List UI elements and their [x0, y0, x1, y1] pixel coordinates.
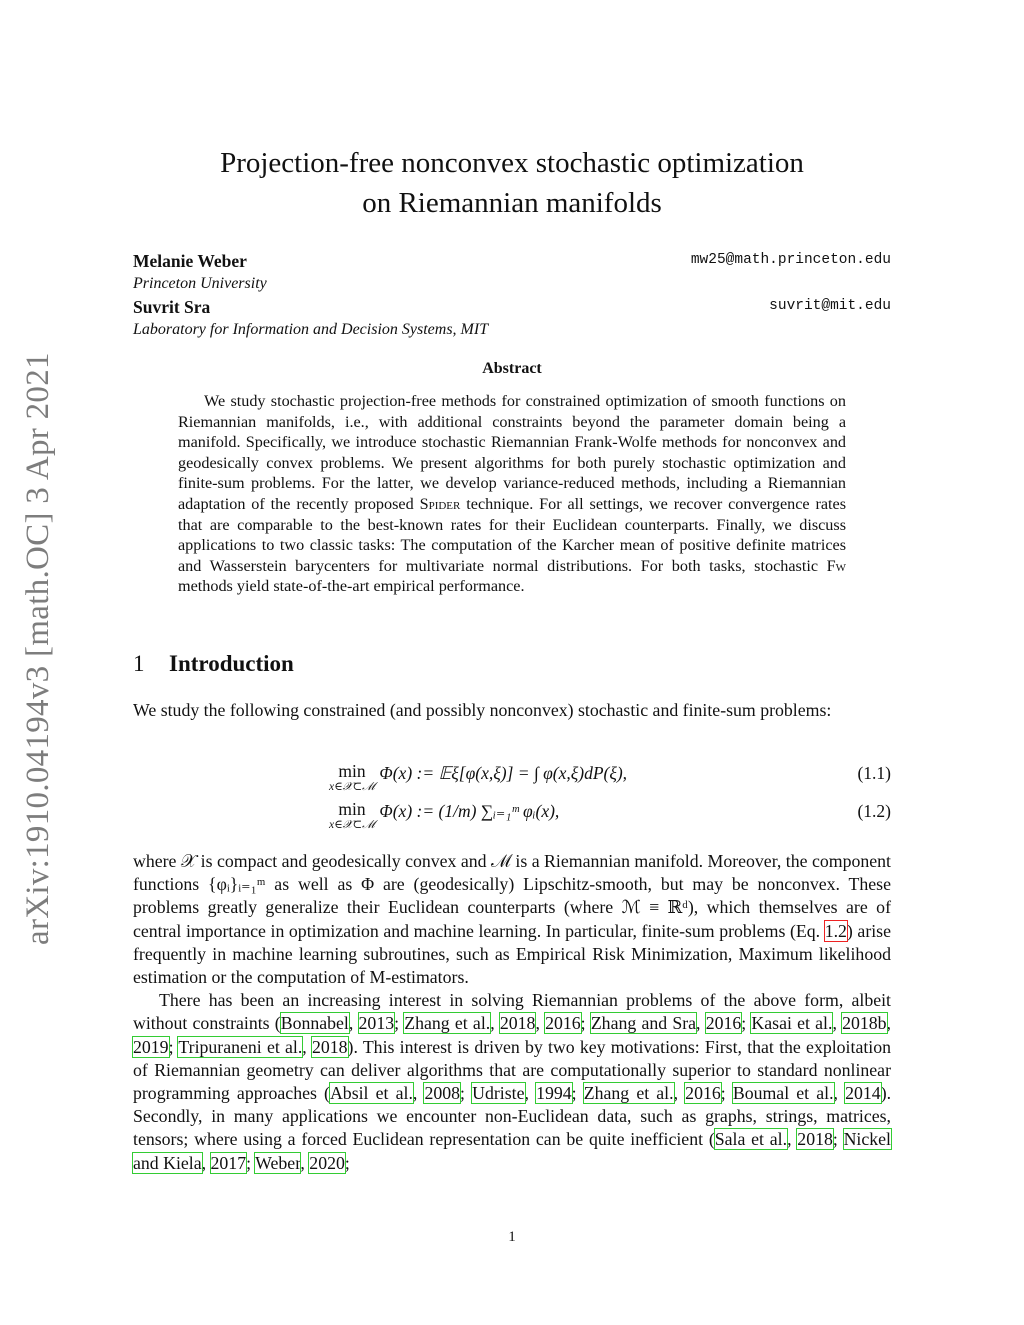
citation-year-link[interactable]: 2014	[845, 1083, 881, 1104]
citation-year-link[interactable]: 2016	[705, 1013, 742, 1034]
citation-year-link[interactable]: 2018b	[842, 1013, 887, 1034]
citation-year-link[interactable]: 2018	[311, 1036, 348, 1057]
citation-link[interactable]: Sala et al.	[714, 1129, 788, 1150]
min-subscript: x∈𝒳⊂ℳ	[329, 819, 376, 831]
citation-link[interactable]: Nickel and Kiela	[133, 1129, 891, 1173]
author-2	[133, 297, 891, 318]
author-affiliation: Princeton University	[133, 275, 267, 292]
abstract-text: technique. For all settings, we recover convergence rates that are comparable to the best-known rates for their Euclidean counterparts. Finally, we discuss applications to two classic tasks: The computation of the Karcher mean of positive definite matrices and Wasserstein barycenters for multivariate normal distributions. For both tasks, stochastic	[178, 494, 847, 575]
citation-link[interactable]: Absil et al.	[329, 1083, 413, 1104]
title-line-1: Projection-free nonconvex stochastic optimization	[220, 147, 804, 179]
citation-year-link[interactable]: 2020	[309, 1152, 345, 1173]
citation-link[interactable]: Udriste	[472, 1083, 525, 1104]
citation-year-link[interactable]: 2018	[797, 1129, 833, 1150]
min-operator: min x∈𝒳⊂ℳ	[329, 799, 376, 831]
author-email[interactable]: suvrit@mit.edu	[769, 298, 891, 314]
citation-year-link[interactable]: 2017	[210, 1152, 247, 1173]
paragraph-text: where 𝒳 is compact and geodesically convex and ℳ is a Riemannian manifold. Moreover, the component functions {φᵢ}ᵢ₌₁ᵐ as well as Φ are (geodesically) Lipschitz-smooth, but may be nonconvex. These problems greatly generalize their Euclidean counterparts (where ℳ ≡ ℝᵈ), which themselves are of central importance in optimization and machine learning. In particular, finite-sum problems (Eq.	[133, 851, 891, 941]
author-1	[133, 251, 891, 272]
section-title: Introduction	[169, 651, 294, 676]
paper-title	[133, 143, 891, 223]
citation-year-link[interactable]: 2013	[358, 1013, 395, 1034]
author-affiliation: Laboratory for Information and Decision Systems, MIT	[133, 321, 489, 338]
citation-link[interactable]: Bonnabel	[280, 1013, 349, 1034]
citation-link[interactable]: Tripuraneni et al.	[178, 1036, 303, 1057]
paragraph-text: ) arise frequently in machine learning subroutines, such as Empirical Risk Minimization, Maximum likelihood estimation or the computation of M-estimators.	[133, 920, 891, 988]
equation-1-1	[133, 763, 891, 803]
paragraph-text: We study the following constrained (and possibly nonconvex) stochastic and finite-sum problems:	[133, 700, 832, 720]
section-number: 1	[133, 651, 145, 676]
equation-expression: Φ(x) := (1/m) ∑ᵢ₌₁ᵐ φᵢ(x),	[379, 801, 560, 821]
citation-year-link[interactable]: 1994	[536, 1083, 572, 1104]
min-operator: min x∈𝒳⊂ℳ	[329, 761, 376, 793]
paragraph-text: There has been an increasing interest in solving Riemannian problems of the above form, albeit without constraints (	[133, 990, 891, 1034]
equation-expression: Φ(x) := 𝔼ξ[φ(x,ξ)] = ∫ φ(x,ξ)dP(ξ),	[379, 763, 628, 783]
intro-paragraph-1	[133, 699, 891, 722]
citation-year-link[interactable]: 2018	[499, 1013, 536, 1034]
citation-link[interactable]: Weber	[255, 1152, 301, 1173]
citation-year-link[interactable]: 2008	[424, 1083, 461, 1104]
abstract-body	[178, 391, 846, 597]
section-heading	[133, 651, 294, 677]
abstract-heading: Abstract	[482, 360, 542, 377]
equation-number: (1.2)	[857, 801, 891, 821]
author-name: Melanie Weber	[133, 251, 247, 271]
author-email[interactable]: mw25@math.princeton.edu	[690, 252, 891, 268]
spider-term: Spider	[419, 494, 461, 513]
abstract-text: methods yield state-of-the-art empirical performance.	[178, 577, 525, 596]
paragraph-text: ). This interest is driven by two key motivations: First, that the exploitation of Riemannian geometry can deliver algorithms that are computationally superior to standard nonlinear programming approaches (	[133, 1036, 891, 1104]
citation-year-link[interactable]: 2016	[685, 1083, 721, 1104]
arxiv-identifier: arXiv:1910.04194v3 [math.OC] 3 Apr 2021	[20, 352, 56, 945]
equation-body	[329, 763, 627, 795]
equation-1-2	[133, 801, 891, 841]
citation-link[interactable]: Zhang et al.	[583, 1083, 674, 1104]
equation-body	[329, 801, 559, 833]
citation-year-link[interactable]: 2019	[133, 1036, 169, 1057]
paragraph-text: ). Secondly, in many applications we encounter non-Euclidean data, such as graphs, strings, matrices, tensors; where using a forced Euclidean representation can be quite inefficient (	[133, 1083, 892, 1150]
citation-link[interactable]: Boumal et al.	[732, 1083, 834, 1104]
page-number: 1	[508, 1229, 516, 1245]
equation-number: (1.1)	[857, 763, 891, 783]
abstract-text: We study stochastic projection-free methods for constrained optimization of smooth functions on Riemannian manifolds, i.e., with additional constraints beyond the parameter domain being a manifold. Specifically, we introduce stochastic Riemannian Frank-Wolfe methods for nonconvex and geodesically convex problems. We present algorithms for both purely stochastic optimization and finite-sum problems. For the latter, we develop variance-reduced methods, including a Riemannian adaptation of the recently proposed	[178, 392, 846, 513]
min-subscript: x∈𝒳⊂ℳ	[329, 781, 376, 793]
citation-year-link[interactable]: 2016	[545, 1013, 581, 1034]
intro-paragraph-2: where 𝒳 is compact and geodesically convex and ℳ is a Riemannian manifold. Moreover, the component functions {φᵢ}ᵢ₌₁ᵐ as well as Φ are (geodesically) Lipschitz-smooth, but may be nonconvex. These problems greatly generalize their Euclidean counterparts (where ℳ ≡ ℝᵈ), which themselves are of central importance in optimization and machine learning. In particular, finite-sum problems (Eq. 1.2) arise frequently in machine learning subroutines, such as Empirical Risk Minimization, Maximum likelihood estimation or the computation of M-estimators. There has been an increasing interest in solving Riemannian problems of the above form, albeit without constraints (Bonnabel, 2013; Zhang et al., 2018, 2016; Zhang and Sra, 2016; Kasai et al., 2018b, 2019; Tripuraneni et al., 2018). This interest is driven by two key motivations: First, that the exploitation of Riemannian geometry can deliver algorithms that are computationally superior to standard nonlinear programming approaches (Absil et al., 2008; Udriste, 1994; Zhang et al., 2016; Boumal et al., 2014). Secondly, in many applications we encounter non-Euclidean data, such as graphs, strings, matrices, tensors; where using a forced Euclidean representation can be quite inefficient (Sala et al., 2018; Nickel and Kiela, 2017; Weber, 2020;	[133, 851, 892, 1173]
citation-link[interactable]: Zhang et al.	[404, 1013, 491, 1034]
fw-term: Fw	[826, 556, 847, 575]
citation-link[interactable]: Kasai et al.	[751, 1013, 833, 1034]
equation-ref-link[interactable]: 1.2	[824, 920, 847, 941]
author-name: Suvrit Sra	[133, 297, 211, 317]
citation-link[interactable]: Zhang and Sra	[590, 1013, 697, 1034]
title-line-2: on Riemannian manifolds	[362, 187, 662, 219]
